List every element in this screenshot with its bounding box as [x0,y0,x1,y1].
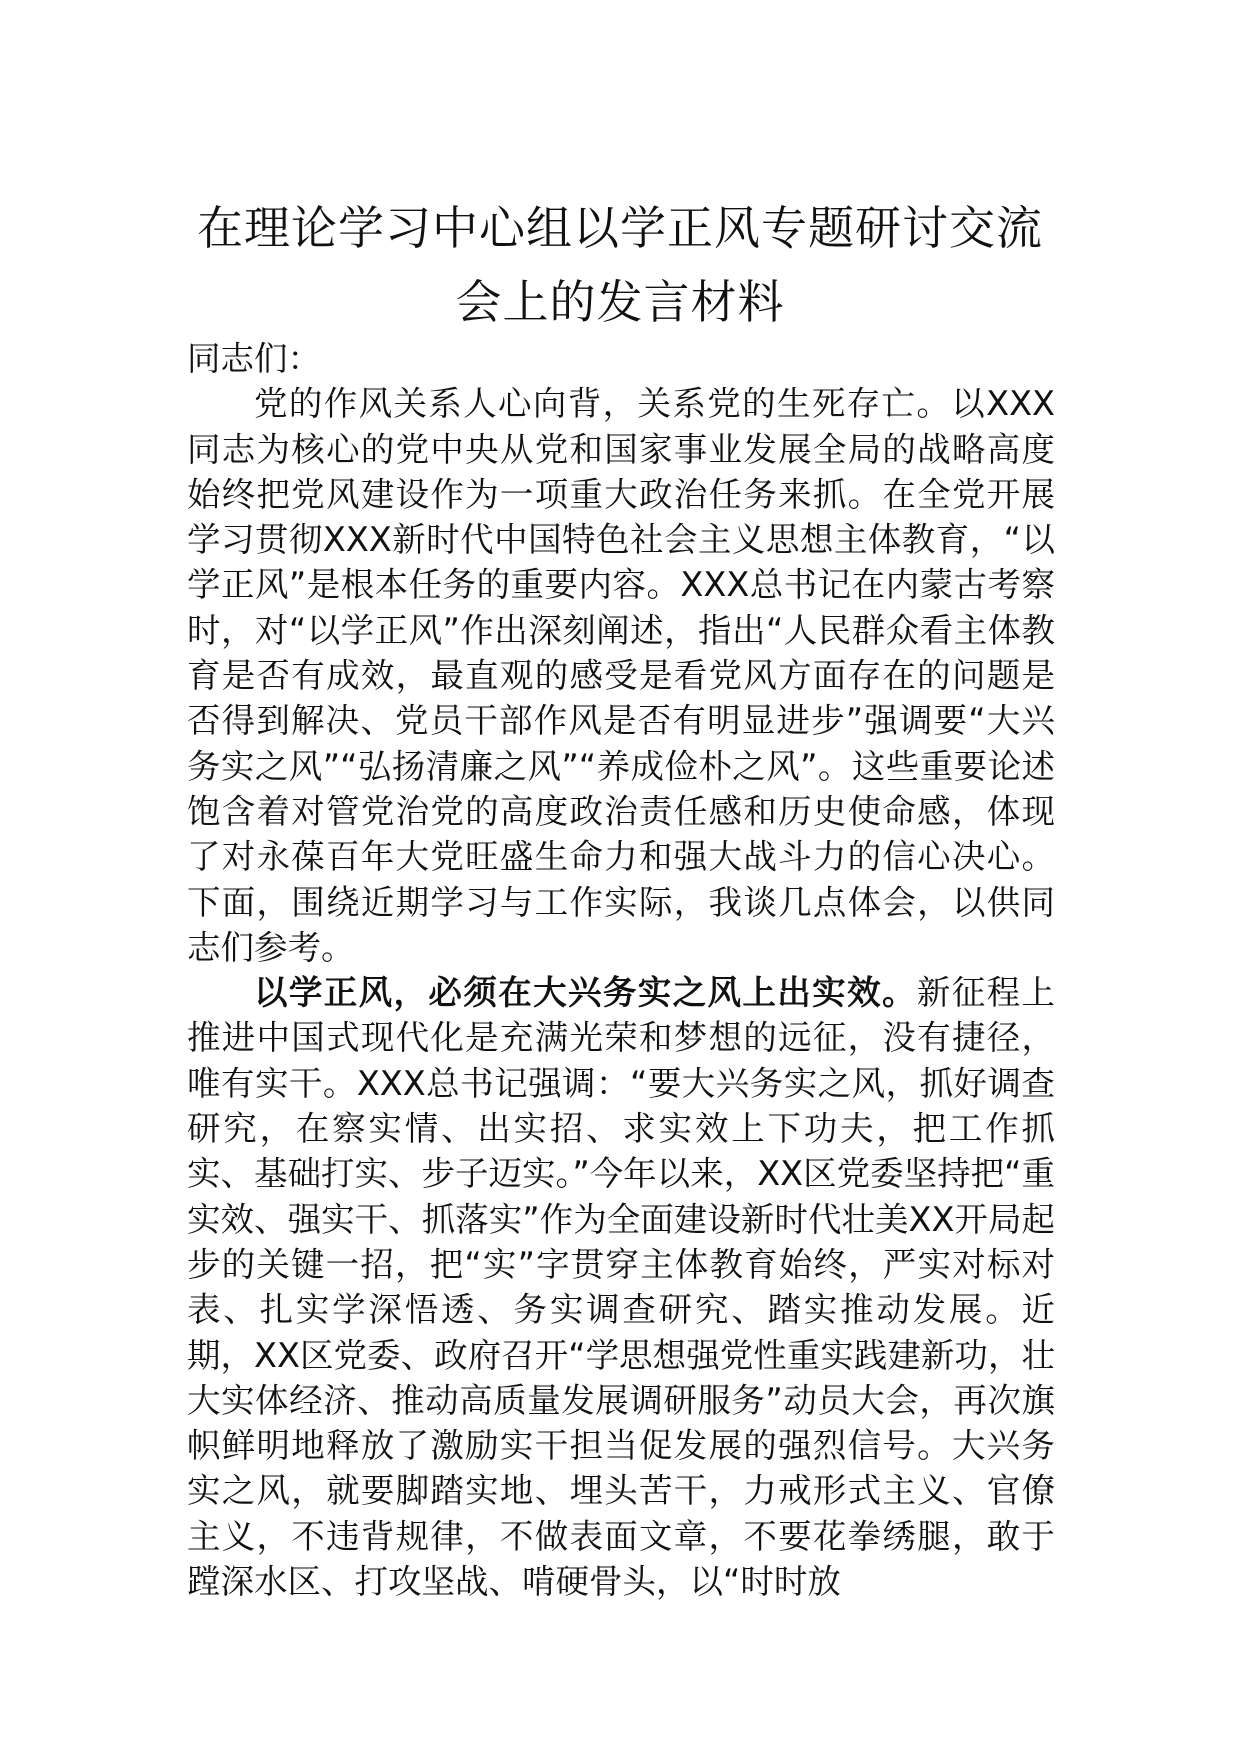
paragraph-2-lead: 以学正风，必须在大兴务实之风上出实效。 [254,973,917,1013]
paragraph-1 [187,381,1055,970]
paragraph-2 [187,970,1055,1604]
greeting: 同志们： [187,339,321,378]
title-line-1: 在理论学习中心组以学正风专题研讨交流 [197,200,1043,255]
title-line-2: 会上的发言材料 [455,274,785,329]
paragraph-1-text: 党的作风关系人心向背，关系党的生死存亡。以XXX同志为核心的党中央从党和国家事业发展全局的战略高度始终把党风建设作为一项重大政治任务来抓。在全党开展学习贯彻XXX新时代中国特色社会主义思想主体教育，“以学正风”是根本任务的重要内容。XXX总书记在内蒙古考察时，对“以学正风”作出深刻阐述，指出“人民群众看主体教育是否有成效，最直观的感受是看党风方面存在的问题是否得到解决、党员干部作风是否有明显进步”强调要“大兴务实之风”“弘扬清廉之风”“养成俭朴之风”。这些重要论述饱含着对管党治党的高度政治责任感和历史使命感，体现了对永葆百年大党旺盛生命力和强大战斗力的信心决心。下面，围绕近期学习与工作实际，我谈几点体会，以供同志们参考。 [187,384,1055,967]
document-title [160,191,1080,339]
document-body [187,336,1055,1604]
paragraph-2-text: 新征程上推进中国式现代化是充满光荣和梦想的远征，没有捷径，唯有实干。XXX总书记强调：“要大兴务实之风，抓好调查研究，在察实情、出实招、求实效上下功夫，把工作抓实、基础打实、步子迈实。”今年以来，XX区党委坚持把“重实效、强实干、抓落实”作为全面建设新时代壮美XX开局起步的关键一招，把“实”字贯穿主体教育始终，严实对标对表、扎实学深悟透、务实调查研究、踏实推动发展。近期，XX区党委、政府召开“学思想强党性重实践建新功，壮大实体经济、推动高质量发展调研服务”动员大会，再次旗帜鲜明地释放了激励实干担当促发展的强烈信号。大兴务实之风，就要脚踏实地、埋头苦干，力戒形式主义、官僚主义，不违背规律，不做表面文章，不要花拳绣腿，敢于蹚深水区、打攻坚战、啃硬骨头，以“时时放 [187,973,1056,1602]
